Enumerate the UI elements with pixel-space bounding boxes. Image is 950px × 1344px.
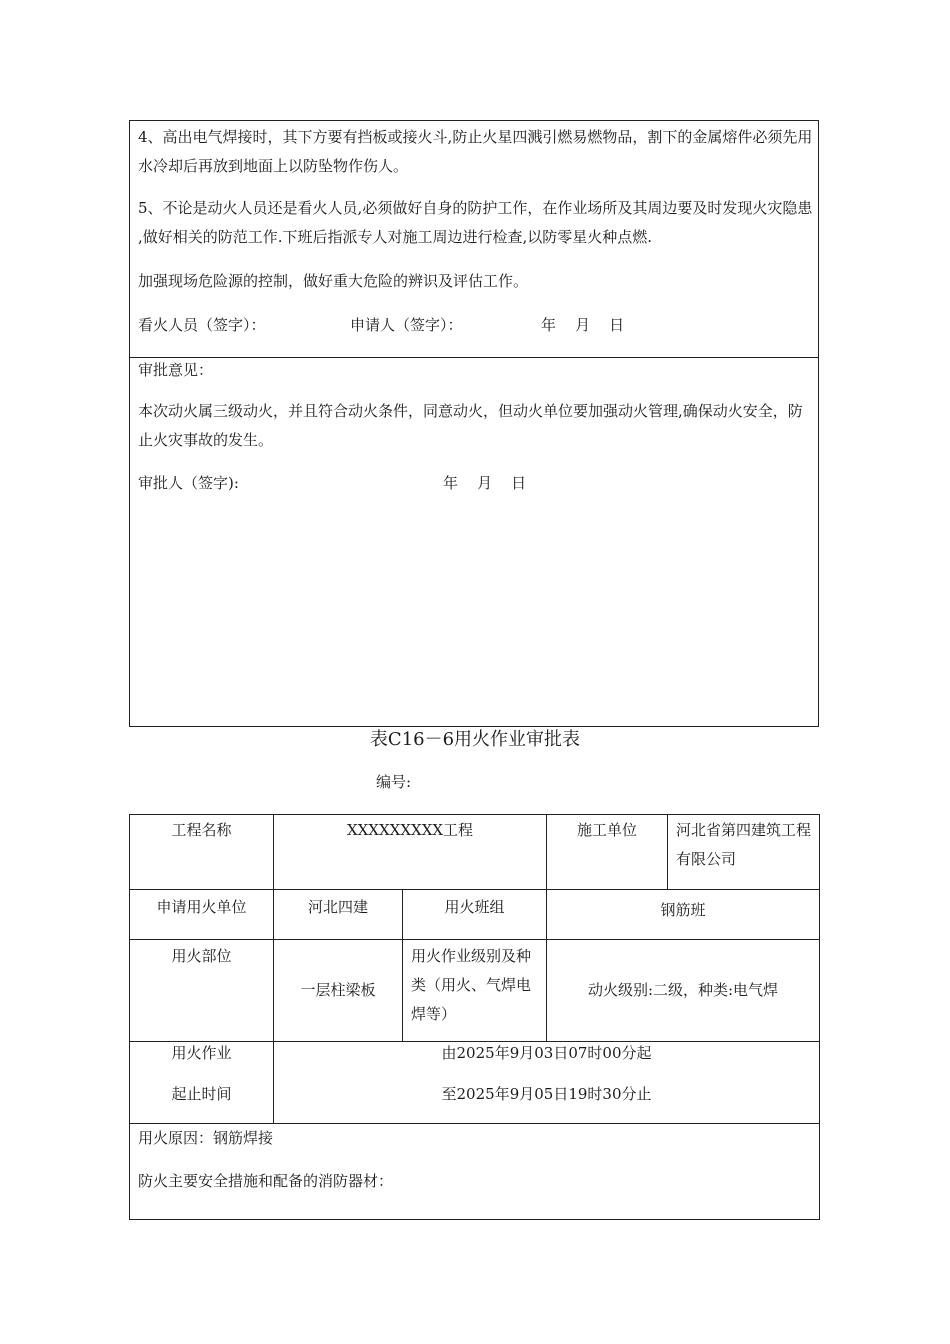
measure-item-5: 5、不论是动火人员还是看火人员,必须做好自身的防护工作，在作业场所及其周边要及时发现火灾隐患 ,做好相关的防范工作.下班后指派专人对施工周边进行检查,以防零星火种点燃. bbox=[138, 199, 813, 246]
fire-location-value: 一层柱梁板 bbox=[274, 940, 403, 1042]
fire-level-value: 动火级别:二级，种类:电气焊 bbox=[547, 940, 820, 1042]
measure-item-4: 4、高出电气焊接时，其下方要有挡板或接火斗,防止火星四溅引燃易燃物品，割下的金属熔件必须先用水冷却后再放到地面上以防坠物作伤人。 bbox=[138, 128, 813, 175]
approval-opinion: 本次动火属三级动火，并且符合动火条件，同意动火，但动火单位要加强动火管理,确保动火安全，防止火灾事故的发生。 bbox=[138, 402, 803, 449]
fire-work-approval-table bbox=[129, 814, 820, 1220]
approver-date: 年 月 日 bbox=[443, 474, 527, 492]
applicant-date: 年 月 日 bbox=[541, 316, 625, 334]
period-label: 用火作业 起止时间 bbox=[130, 1042, 274, 1124]
form-number-label: 编号: bbox=[376, 773, 412, 791]
construction-unit-label: 施工单位 bbox=[547, 815, 668, 890]
applicant-signature-label: 申请人（签字）： bbox=[350, 316, 463, 334]
approver-signature-label: 审批人（签字): bbox=[138, 474, 239, 492]
hazard-note: 加强现场危险源的控制，做好重大危险的辨识及评估工作。 bbox=[138, 272, 529, 290]
fire-location-label: 用火部位 bbox=[130, 940, 274, 1042]
reason-and-measures bbox=[130, 1124, 820, 1220]
fire-reason: 用火原因：钢筋焊接 bbox=[138, 1129, 274, 1147]
fire-team-label: 用火班组 bbox=[403, 890, 547, 940]
project-name-value: XXXXXXXXX工程 bbox=[274, 815, 547, 890]
project-name-label: 工程名称 bbox=[130, 815, 274, 890]
safety-measures-label: 防火主要安全措施和配备的消防器材： bbox=[138, 1172, 394, 1190]
fire-level-label: 用火作业级别及种类（用火、气焊电焊等） bbox=[403, 940, 547, 1042]
fire-watcher-signature-label: 看火人员（签字）： bbox=[138, 316, 266, 334]
applicant-unit-value: 河北四建 bbox=[274, 890, 403, 940]
applicant-unit-label: 申请用火单位 bbox=[130, 890, 274, 940]
approval-heading: 审批意见： bbox=[138, 361, 214, 379]
form-title: 表C16－6用火作业审批表 bbox=[369, 729, 581, 750]
construction-unit-value: 河北省第四建筑工程有限公司 bbox=[668, 815, 820, 890]
fire-team-value: 钢筋班 bbox=[547, 890, 820, 940]
period-value: 由2025年9月03日07时00分起 至2025年9月05日19时30分止 bbox=[274, 1042, 820, 1124]
